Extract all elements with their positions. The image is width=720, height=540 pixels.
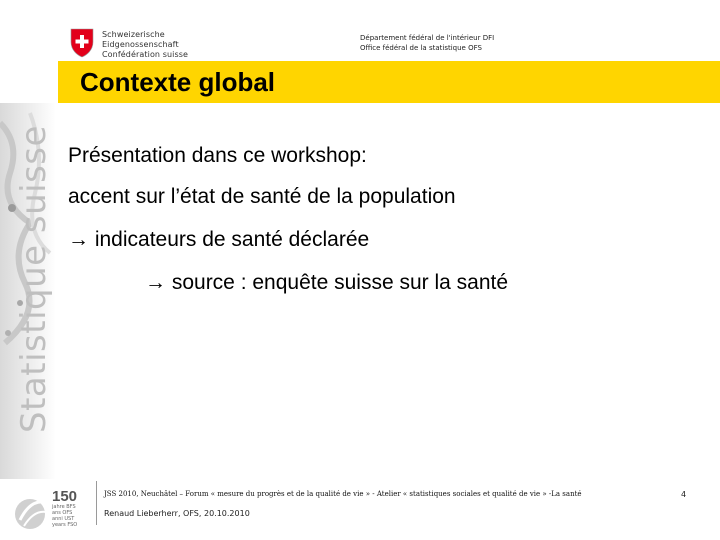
office-name: Office fédéral de la statistique OFS xyxy=(360,44,482,52)
body-line-2: accent sur l’état de santé de la population xyxy=(68,185,456,208)
badge-line: ans OFS xyxy=(52,510,73,516)
department-name: Département fédéral de l'intérieur DFI xyxy=(360,34,495,42)
body-line-3: → indicateurs de santé déclarée xyxy=(68,228,370,251)
footer-divider xyxy=(96,481,97,525)
org-name-fr: Confédération suisse xyxy=(102,50,189,59)
anniversary-swirl-icon xyxy=(14,490,50,534)
slide-title: Contexte global xyxy=(80,67,276,97)
department-block xyxy=(360,33,494,53)
badge-line: anni UST xyxy=(52,516,75,522)
badge-text xyxy=(52,504,77,528)
footer-author: Renaud Lieberherr, OFS, 20.10.2010 xyxy=(104,509,250,518)
org-name-de: Schweizerische Eidgenossenschaft xyxy=(102,30,179,49)
statistique-suisse-label: Statistique suisse xyxy=(14,125,54,433)
body-line-1: Présentation dans ce workshop: xyxy=(68,144,367,167)
badge-line: jahre BFS xyxy=(52,504,76,510)
body-line-4: → source : enquête suisse sur la santé xyxy=(145,271,509,294)
title-band xyxy=(58,61,720,103)
badge-number: 150 xyxy=(52,488,78,505)
swiss-shield-icon xyxy=(70,28,94,58)
page-number: 4 xyxy=(681,490,687,499)
side-decoration xyxy=(0,103,56,479)
footer-event: JSS 2010, Neuchâtel – Forum « mesure du progrès et de la qualité de vie » - Atelier « statistiques sociales et qualité de vie » -La santé xyxy=(104,490,582,498)
badge-line: years FSO xyxy=(52,522,78,528)
anniversary-badge xyxy=(14,488,84,536)
